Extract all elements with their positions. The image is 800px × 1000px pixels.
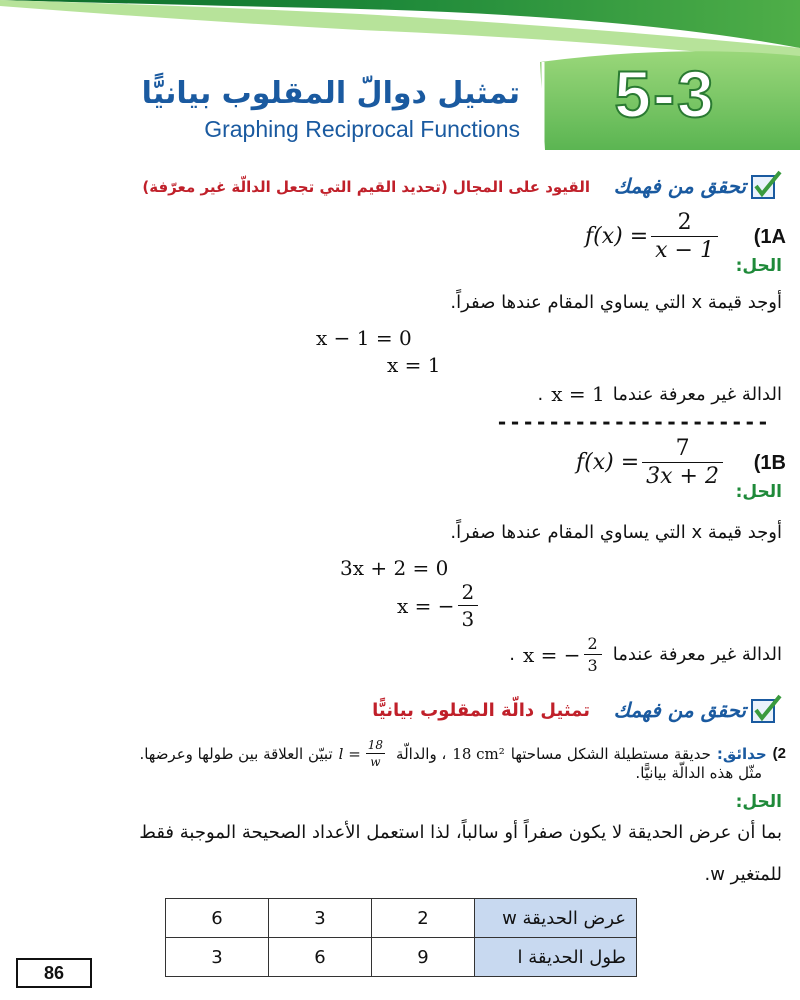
- fraction: [364, 738, 387, 769]
- lesson-number: 5-3: [614, 57, 716, 131]
- denominator: 3: [458, 605, 479, 631]
- problem-text: تبيّن العلاقة بين طولها وعرضها.: [139, 744, 333, 763]
- table-row: [166, 938, 637, 977]
- numerator: 2: [587, 634, 598, 653]
- problem-1b-function: [576, 436, 726, 489]
- equation: 3x + 2 = 0: [340, 556, 449, 580]
- garden-table: [165, 898, 637, 977]
- fraction: [651, 210, 718, 263]
- numerator: 2: [677, 210, 692, 235]
- lesson-title-en: Graphing Reciprocal Functions: [204, 116, 520, 142]
- equation: x = 1: [387, 353, 441, 377]
- problem-2-task: مثّل هذه الدالّة بيانيًّا.: [635, 764, 762, 782]
- divider: ---------------------: [496, 410, 770, 434]
- denominator: x − 1: [651, 236, 718, 263]
- denominator: w: [366, 753, 384, 769]
- check-icon: [750, 170, 784, 204]
- check-understanding-label: تحقق من فهمك: [613, 174, 746, 198]
- page-number: 86: [16, 958, 92, 988]
- explanation: للمتغير w.: [704, 864, 782, 885]
- check-icon: [750, 694, 784, 728]
- problem-number: 2): [772, 745, 786, 762]
- conclusion-lhs: x = −: [523, 642, 581, 667]
- formula: [339, 738, 390, 769]
- instruction: أوجد قيمة x التي يساوي المقام عندها صفراً.: [450, 292, 782, 313]
- denominator: 3x + 2: [642, 462, 723, 489]
- period: .: [537, 383, 544, 405]
- formula-lhs: l =: [338, 744, 361, 763]
- row-header-width: عرض الحديقة w: [475, 899, 637, 938]
- table-cell: 3: [166, 938, 269, 977]
- solution-label: الحل:: [735, 792, 782, 812]
- function-lhs: f(x) =: [585, 224, 649, 249]
- check-topic: القيود على المجال (تحديد القيم التي تجعل الدالّة غير معرّفة): [142, 178, 590, 196]
- conclusion: [509, 634, 782, 675]
- problem-text: حديقة مستطيلة الشكل مساحتها: [510, 744, 711, 763]
- solution-label: الحل:: [735, 482, 782, 502]
- row-header-length: طول الحديقة l: [475, 938, 637, 977]
- explanation: بما أن عرض الحديقة لا يكون صفراً أو سالباً، لذا استعمل الأعداد الصحيحة الموجبة فقط: [139, 822, 782, 843]
- table-cell: 3: [269, 899, 372, 938]
- numerator: 2: [461, 580, 475, 604]
- numerator: 7: [675, 436, 690, 461]
- solution-label: الحل:: [735, 256, 782, 276]
- equation-lhs: x = −: [397, 593, 455, 618]
- fraction: [458, 580, 479, 631]
- problem-subject: حدائق:: [716, 744, 767, 763]
- table-row: [166, 899, 637, 938]
- conclusion-text: الدالة غير معرفة عندما: [612, 383, 782, 405]
- conclusion-math: x = 1: [551, 382, 605, 406]
- denominator: 3: [584, 654, 602, 675]
- table-cell: 6: [166, 899, 269, 938]
- numerator: 18: [367, 738, 384, 752]
- conclusion-text: الدالة غير معرفة عندما: [612, 644, 782, 665]
- function-lhs: f(x) =: [576, 450, 640, 475]
- problem-1a-label: (1A: [753, 226, 786, 248]
- equation: [397, 580, 481, 631]
- instruction: أوجد قيمة x التي يساوي المقام عندها صفراً.: [450, 522, 782, 543]
- conclusion: [538, 382, 783, 406]
- check-topic: تمثيل دالّة المقلوب بيانيًّا: [372, 700, 590, 721]
- problem-text: ، والدالّة: [396, 744, 447, 763]
- problem-1a-function: [585, 210, 721, 263]
- area-value: 18 cm²: [452, 744, 505, 763]
- table-cell: 6: [269, 938, 372, 977]
- fraction: [642, 436, 723, 489]
- check-understanding-label: تحقق من فهمك: [613, 698, 746, 722]
- table-cell: 2: [372, 899, 475, 938]
- fraction: [584, 634, 602, 675]
- lesson-title-ar: تمثيل دوالّ المقلوب بيانيًّا: [141, 76, 520, 111]
- problem-1b-label: (1B: [753, 452, 786, 474]
- period: .: [509, 644, 516, 665]
- table-cell: 9: [372, 938, 475, 977]
- conclusion-math: [523, 634, 605, 675]
- equation: x − 1 = 0: [316, 326, 412, 350]
